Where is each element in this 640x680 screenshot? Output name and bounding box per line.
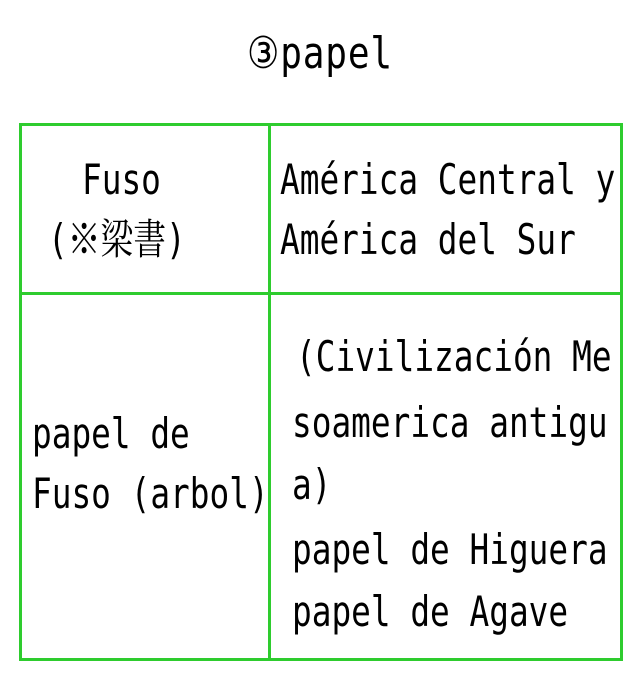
body-right-line5: papel de Agave: [292, 587, 569, 636]
header-right-line2: América del Sur: [280, 215, 576, 264]
page-title: ③papel: [247, 28, 393, 79]
header-left-line1: Fuso: [82, 155, 161, 204]
body-right-line2: soamerica antigu: [292, 398, 608, 447]
table-column-divider: [268, 123, 271, 661]
body-right-line3: a): [292, 460, 332, 509]
body-right-line1: (Civilización Me: [296, 332, 612, 381]
table-row-divider: [19, 292, 623, 295]
body-right-line4: papel de Higuera: [292, 525, 608, 574]
header-left-line2: (※梁書): [48, 215, 186, 264]
header-right-line1: América Central y: [280, 155, 616, 204]
body-left-line1: papel de: [32, 409, 190, 458]
body-left-line2: Fuso (arbol): [32, 469, 269, 518]
